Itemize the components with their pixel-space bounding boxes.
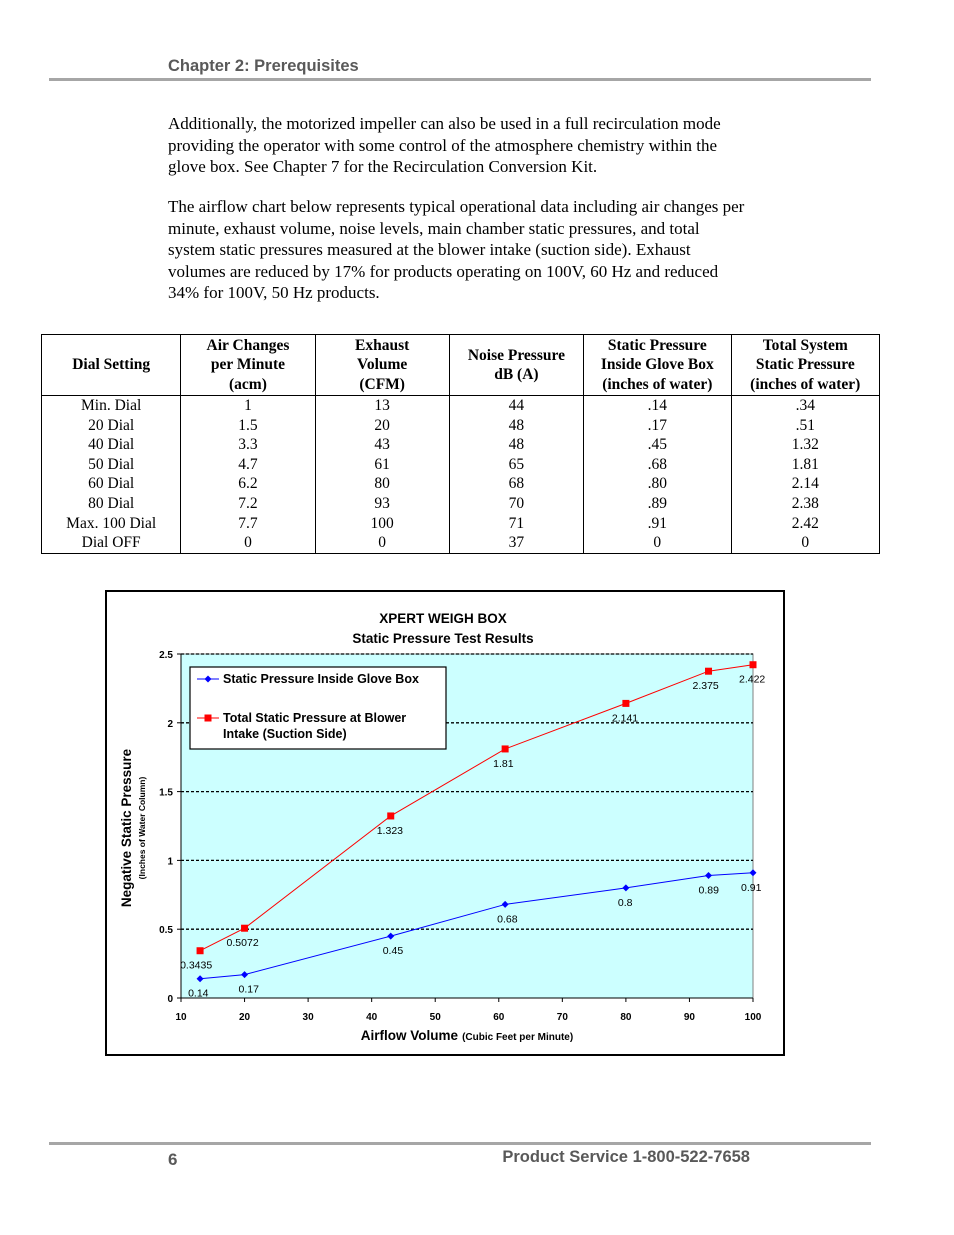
table-cell: 70: [449, 494, 583, 514]
y-axis-label: Negative Static Pressure: [119, 748, 134, 908]
chapter-header: Chapter 2: Prerequisites: [168, 57, 359, 75]
table-cell: 4.7: [181, 455, 315, 475]
chart-subtitle: Static Pressure Test Results: [352, 631, 534, 646]
table-cell: 50 Dial: [42, 455, 181, 475]
table-cell: 60 Dial: [42, 474, 181, 494]
table-cell: 2.42: [731, 514, 879, 534]
header-line: Air Changes: [206, 336, 290, 354]
header-line: Total System: [762, 336, 848, 354]
data-label: 1.81: [493, 757, 514, 770]
x-axis-label-main: Airflow Volume: [360, 1028, 459, 1043]
x-tick-label: 90: [683, 1012, 696, 1023]
table-cell: .68: [584, 455, 731, 475]
y-tick-label: 1.5: [159, 787, 173, 799]
chart-title: XPERT WEIGH BOX: [379, 611, 507, 626]
header-line: Dial Setting: [72, 356, 151, 374]
table-cell: 7.2: [181, 494, 315, 514]
data-point: [622, 700, 629, 707]
table-header-cell: [181, 335, 315, 396]
y-tick-label: 0: [167, 994, 173, 1005]
header-line: per Minute: [210, 356, 286, 374]
data-point: [241, 925, 248, 932]
data-label: 0.8: [617, 896, 633, 909]
data-point: [387, 812, 394, 819]
table-cell: 2.14: [731, 474, 879, 494]
x-tick-label: 80: [620, 1012, 632, 1023]
airflow-table: [41, 334, 880, 554]
table-row: [42, 514, 880, 534]
table-cell: 80: [315, 474, 449, 494]
table-cell: 37: [449, 533, 583, 553]
header-line: dB (A): [494, 366, 539, 383]
table-row: [42, 474, 880, 494]
table-row: [42, 435, 880, 455]
table-header-row: [42, 335, 880, 396]
data-label: 2.375: [692, 680, 719, 693]
x-tick-label: 10: [175, 1012, 187, 1023]
table-cell: .51: [731, 416, 879, 436]
table-row: [42, 416, 880, 436]
table-body: [42, 396, 880, 554]
table-cell: 43: [315, 435, 449, 455]
x-tick-label: 60: [493, 1012, 505, 1023]
data-label: 0.91: [741, 881, 762, 894]
page-number: 6: [168, 1150, 178, 1169]
data-label: 0.89: [698, 884, 719, 897]
table-cell: 40 Dial: [42, 435, 181, 455]
table-cell: 1: [181, 396, 315, 416]
table-cell: 1.81: [731, 455, 879, 475]
y-tick-label: 1: [167, 856, 173, 868]
y-axis-label-unit: (Inches of Water Column): [137, 776, 147, 880]
table-cell: 13: [315, 396, 449, 416]
table-cell: 0: [731, 533, 879, 553]
table-cell: 0: [315, 533, 449, 553]
x-axis-label-unit: (Cubic Feet per Minute): [462, 1032, 574, 1043]
y-tick-label: 2.5: [159, 650, 173, 661]
table-cell: 65: [449, 455, 583, 475]
table-cell: Min. Dial: [42, 396, 181, 416]
table-cell: 61: [315, 455, 449, 475]
footer-rule: [49, 1142, 871, 1145]
table-cell: 71: [449, 514, 583, 534]
header-line: Static Pressure: [607, 336, 707, 354]
table-cell: 93: [315, 494, 449, 514]
table-header-cell: [449, 335, 583, 396]
product-service-phone: Product Service 1-800-522-7658: [502, 1148, 750, 1166]
data-label: 0.14: [188, 987, 209, 1000]
data-label: 2.141: [611, 712, 639, 725]
header-line: (acm): [229, 375, 267, 393]
table-cell: .14: [584, 396, 731, 416]
data-point: [197, 947, 204, 954]
y-tick-label: 2: [167, 718, 173, 730]
data-label: 0.68: [497, 913, 518, 926]
table-cell: .80: [584, 474, 731, 494]
table-cell: 0: [181, 533, 315, 553]
x-tick-label: 100: [744, 1012, 762, 1023]
table-row: [42, 533, 880, 553]
data-point: [705, 668, 712, 675]
legend-label-blower-intake-line2: Intake (Suction Side): [223, 727, 347, 741]
data-point: [750, 661, 757, 668]
table-cell: .17: [584, 416, 731, 436]
header-line: Noise Pressure: [467, 346, 565, 364]
table-cell: .34: [731, 396, 879, 416]
table-cell: 100: [315, 514, 449, 534]
x-tick-label: 50: [429, 1012, 441, 1023]
header-line: (inches of water): [602, 375, 713, 393]
data-label: 0.5072: [226, 937, 259, 950]
data-label: 2.422: [739, 673, 766, 686]
x-axis-label: [361, 1028, 573, 1043]
data-point: [502, 745, 509, 752]
table-row: [42, 494, 880, 514]
header-line: Inside Glove Box: [600, 356, 714, 374]
x-tick-label: 70: [556, 1012, 568, 1023]
chart-svg: [107, 592, 783, 1054]
table-cell: 48: [449, 416, 583, 436]
intro-paragraph: Additionally, the motorized impeller can also be used in a full recirculation mode providing the operator with some control of the atmosphere chemistry within the glove box. See Chapter 7 for the Recirculation Conversion Kit.: [168, 114, 721, 176]
header-line: Exhaust: [355, 336, 410, 354]
table-cell: Dial OFF: [42, 533, 181, 553]
table-cell: .89: [584, 494, 731, 514]
table-cell: 7.7: [181, 514, 315, 534]
header-line: Volume: [357, 356, 408, 374]
legend-label-glove-box: Static Pressure Inside Glove Box: [223, 672, 419, 686]
table-header-cell: [731, 335, 879, 396]
table-cell: 20 Dial: [42, 416, 181, 436]
table-cell: 0: [584, 533, 731, 553]
x-tick-label: 30: [302, 1012, 314, 1023]
table-cell: 3.3: [181, 435, 315, 455]
table-cell: 68: [449, 474, 583, 494]
table-header-cell: [584, 335, 731, 396]
header-line: Static Pressure: [755, 356, 855, 374]
table-row: [42, 396, 880, 416]
table-cell: Max. 100 Dial: [42, 514, 181, 534]
table-cell: 20: [315, 416, 449, 436]
data-label: 0.17: [238, 983, 259, 996]
airflow-paragraph: The airflow chart below represents typical operational data including air changes per minute, exhaust volume, noise levels, main chamber static pressures, and total system static pressures measured at the blower intake (suction side). Exhaust volumes are reduced by 17% for products operating on 100V, 60 Hz and reduced 34% for 100V, 50 Hz products.: [168, 197, 745, 302]
data-label: 0.3435: [180, 959, 213, 972]
header-rule: [49, 78, 871, 81]
table-cell: .91: [584, 514, 731, 534]
table-cell: 44: [449, 396, 583, 416]
legend-label-blower-intake-line1: Total Static Pressure at Blower: [223, 711, 407, 725]
table-cell: 6.2: [181, 474, 315, 494]
data-label: 0.45: [382, 945, 404, 958]
header-line: (CFM): [359, 375, 405, 393]
table-cell: 2.38: [731, 494, 879, 514]
table-cell: 1.5: [181, 416, 315, 436]
table-header-cell: [42, 335, 181, 396]
table-row: [42, 455, 880, 475]
table-cell: 80 Dial: [42, 494, 181, 514]
table-cell: 1.32: [731, 435, 879, 455]
x-tick-label: 20: [238, 1012, 251, 1023]
table-cell: 48: [449, 435, 583, 455]
header-line: (inches of water): [750, 375, 861, 393]
legend-marker-blower-intake: [205, 715, 212, 722]
static-pressure-chart: [105, 590, 785, 1056]
data-label: 1.323: [376, 824, 404, 837]
x-tick-label: 40: [366, 1012, 378, 1023]
y-tick-label: 0.5: [159, 925, 173, 937]
table-cell: .45: [584, 435, 731, 455]
table-header-cell: [315, 335, 449, 396]
